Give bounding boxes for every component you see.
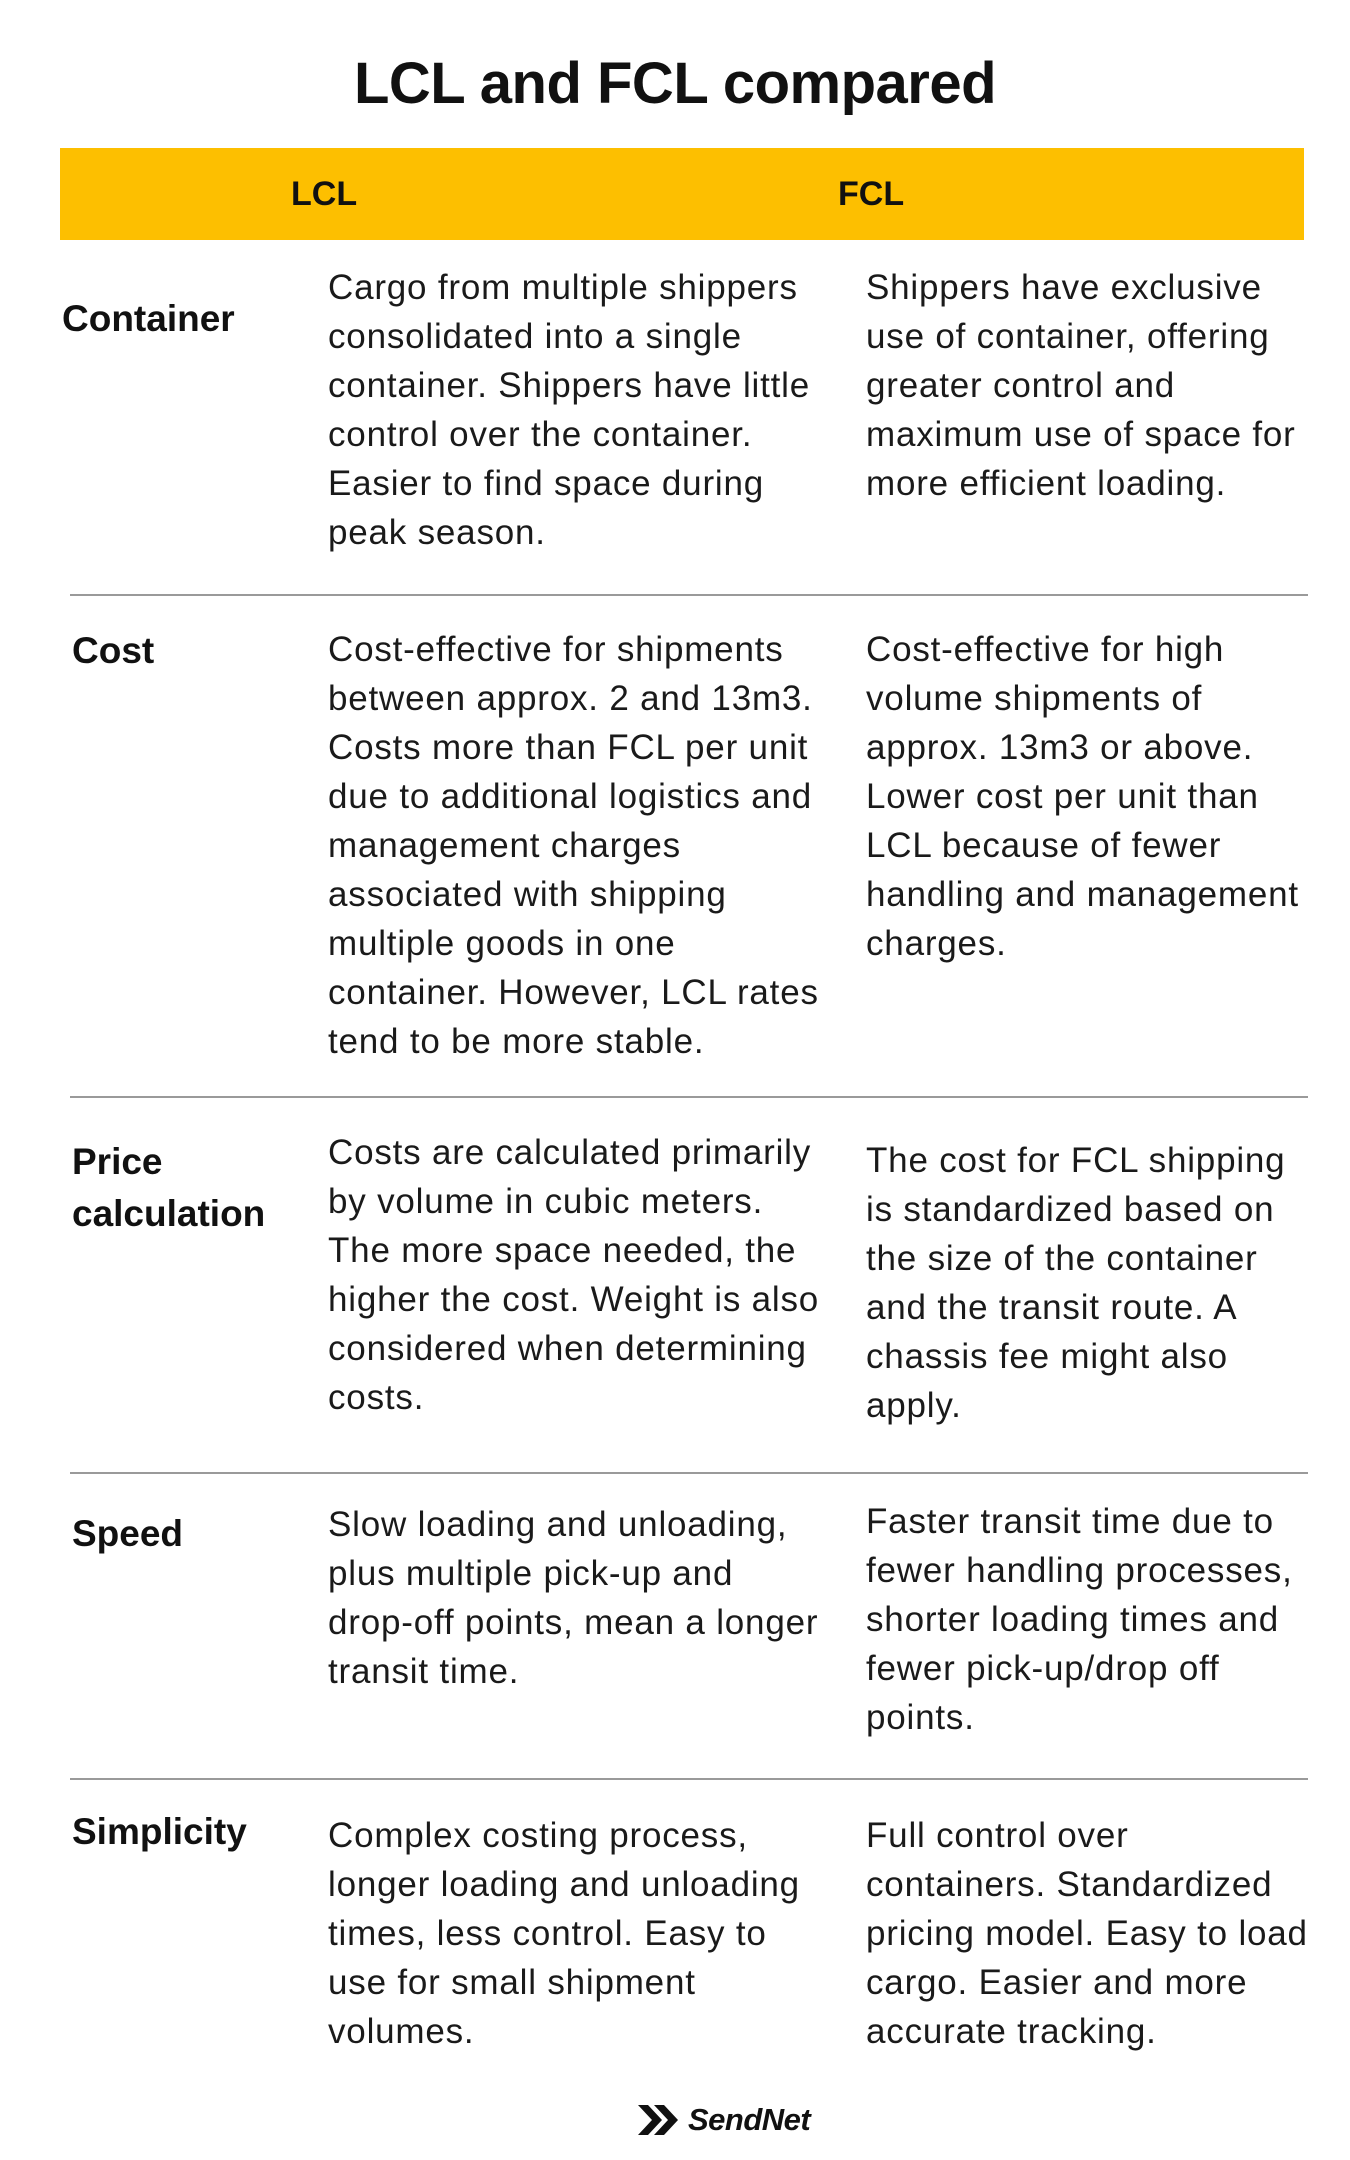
cell-cost-lcl: Cost-effective for shipments between approx. 2 and 13m3. Costs more than FCL per unit due to additional logistics and management charges associated with shipping multiple goods in one container. However, LCL rates tend to be more stable. [328,630,819,1061]
row-divider [70,1778,1308,1780]
row-label-price-calculation: Price calculation [72,1141,266,1234]
cell-simplicity-fcl: Full control over containers. Standardized pricing model. Easy to load cargo. Easier and more accurate tracking. [866,1816,1308,2051]
sendnet-logo [638,2100,810,2140]
row-label-simplicity: Simplicity [72,1811,247,1852]
cell-speed-fcl: Faster transit time due to fewer handling processes, shorter loading times and fewer pick-up/drop off points. [866,1502,1293,1737]
cell-cost-fcl: Cost-effective for high volume shipments of approx. 13m3 or above. Lower cost per unit than LCL because of fewer handling and management charges. [866,630,1299,963]
double-chevron-right-icon [638,2103,684,2137]
row-label-cost: Cost [72,630,155,671]
row-label-speed: Speed [72,1513,184,1554]
cell-simplicity-lcl: Complex costing process, longer loading and unloading times, less control. Easy to use for small shipment volumes. [328,1816,800,2051]
row-divider [70,1472,1308,1474]
cell-container-fcl: Shippers have exclusive use of container, offering greater control and maximum use of space for more efficient loading. [866,268,1296,503]
cell-price-calculation-lcl: Costs are calculated primarily by volume in cubic meters. The more space needed, the higher the cost. Weight is also considered when determining costs. [328,1133,820,1417]
row-divider [70,1096,1308,1098]
column-header-fcl: FCL [838,175,905,213]
cell-price-calculation-fcl: The cost for FCL shipping is standardized based on the size of the container and the transit route. A chassis fee might also apply. [866,1141,1286,1425]
cell-speed-lcl: Slow loading and unloading, plus multiple pick-up and drop-off points, mean a longer transit time. [328,1505,819,1691]
column-header-lcl: LCL [291,175,358,213]
row-label-container: Container [62,298,235,339]
logo-text: SendNet [688,2102,811,2137]
page-title: LCL and FCL compared [353,51,997,116]
cell-container-lcl: Cargo from multiple shippers consolidated into a single container. Shippers have little control over the container. Easier to find space during peak season. [328,268,811,552]
table-header [60,148,1304,240]
row-divider [70,594,1308,596]
